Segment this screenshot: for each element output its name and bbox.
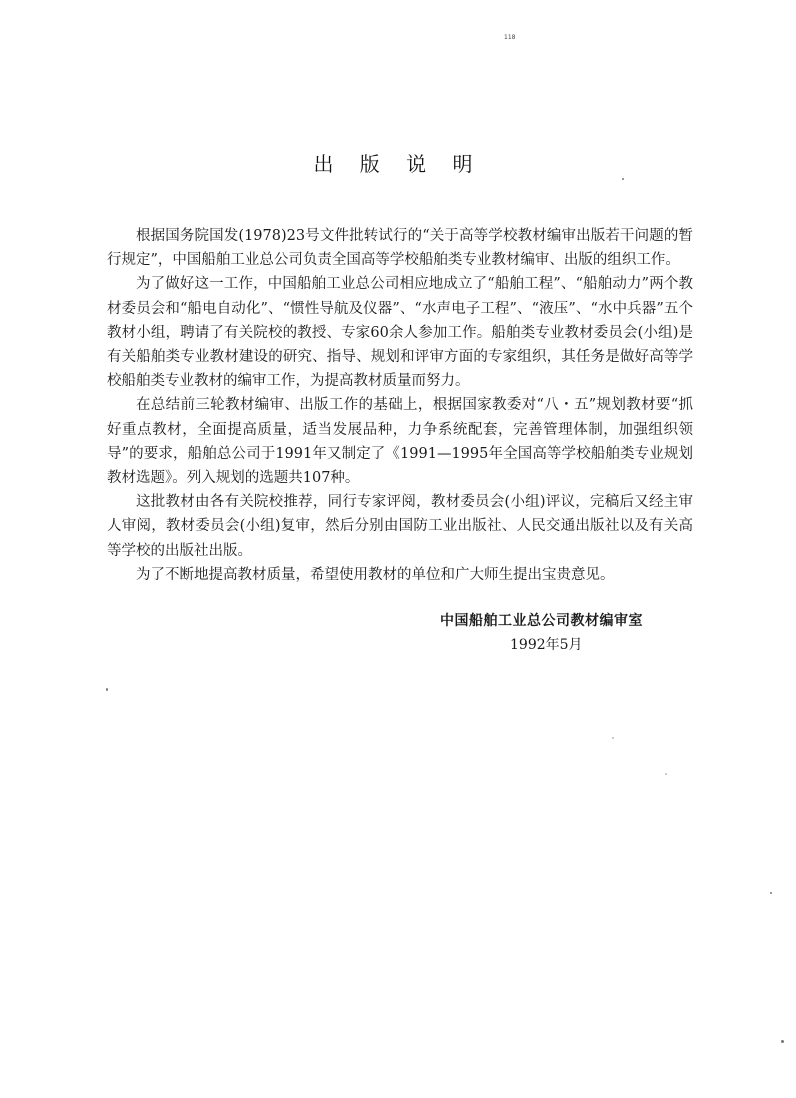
page-title: 出 版 说 明 <box>313 152 483 176</box>
scan-speck <box>665 773 667 775</box>
paragraph: 这批教材由各有关院校推荐，同行专家评阅，教材委员会(小组)评议，完稿后又经主审人审阅，教材委员会(小组)复审，然后分别由国防工业出版社、人民交通出版社以及有关高等学校的出版社出版。 <box>107 494 693 559</box>
paragraph: 根据国务院国发(1978)23号文件批转试行的“关于高等学校教材编审出版若干问题的暂行规定”，中国船舶工业总公司负责全国高等学校船舶类专业教材编审、出版的组织工作。 <box>107 228 693 269</box>
scan-speck <box>622 178 624 180</box>
scan-speck <box>770 892 772 894</box>
signature-date: 1992年5月 <box>510 637 583 653</box>
page-mark: 118 <box>504 34 516 41</box>
document-body <box>107 224 693 587</box>
scan-speck <box>781 1040 784 1043</box>
signature-organization: 中国船舶工业总公司教材编审室 <box>440 613 643 629</box>
paragraph: 为了不断地提高教材质量，希望使用教材的单位和广大师生提出宝贵意见。 <box>136 566 615 583</box>
paragraph: 在总结前三轮教材编审、出版工作的基础上，根据国家教委对“八・五”规划教材要“抓好重点教材，全面提高质量，适当发展品种，力争系统配套，完善管理体制，加强组织领导”的要求，船舶总公司于1991年又制定了《1991—1995年全国高等学校船舶类专业规划教材选题》。列入规划的选题共107种。 <box>107 397 693 487</box>
paragraph: 为了做好这一工作，中国船舶工业总公司相应地成立了“船舶工程”、“船舶动力”两个教材委员会和“船电自动化”、“惯性导航及仪器”、“水声电子工程”、“液压”、“水中兵器”五个教材小组，聘请了有关院校的教授、专家60余人参加工作。船舶类专业教材委员会(小组)是有关船舶类专业教材建设的研究、指导、规划和评审方面的专家组织，其任务是做好高等学校船舶类专业教材的编审工作，为提高教材质量而努力。 <box>107 276 693 390</box>
scan-speck <box>106 688 108 691</box>
scan-speck <box>612 737 614 739</box>
